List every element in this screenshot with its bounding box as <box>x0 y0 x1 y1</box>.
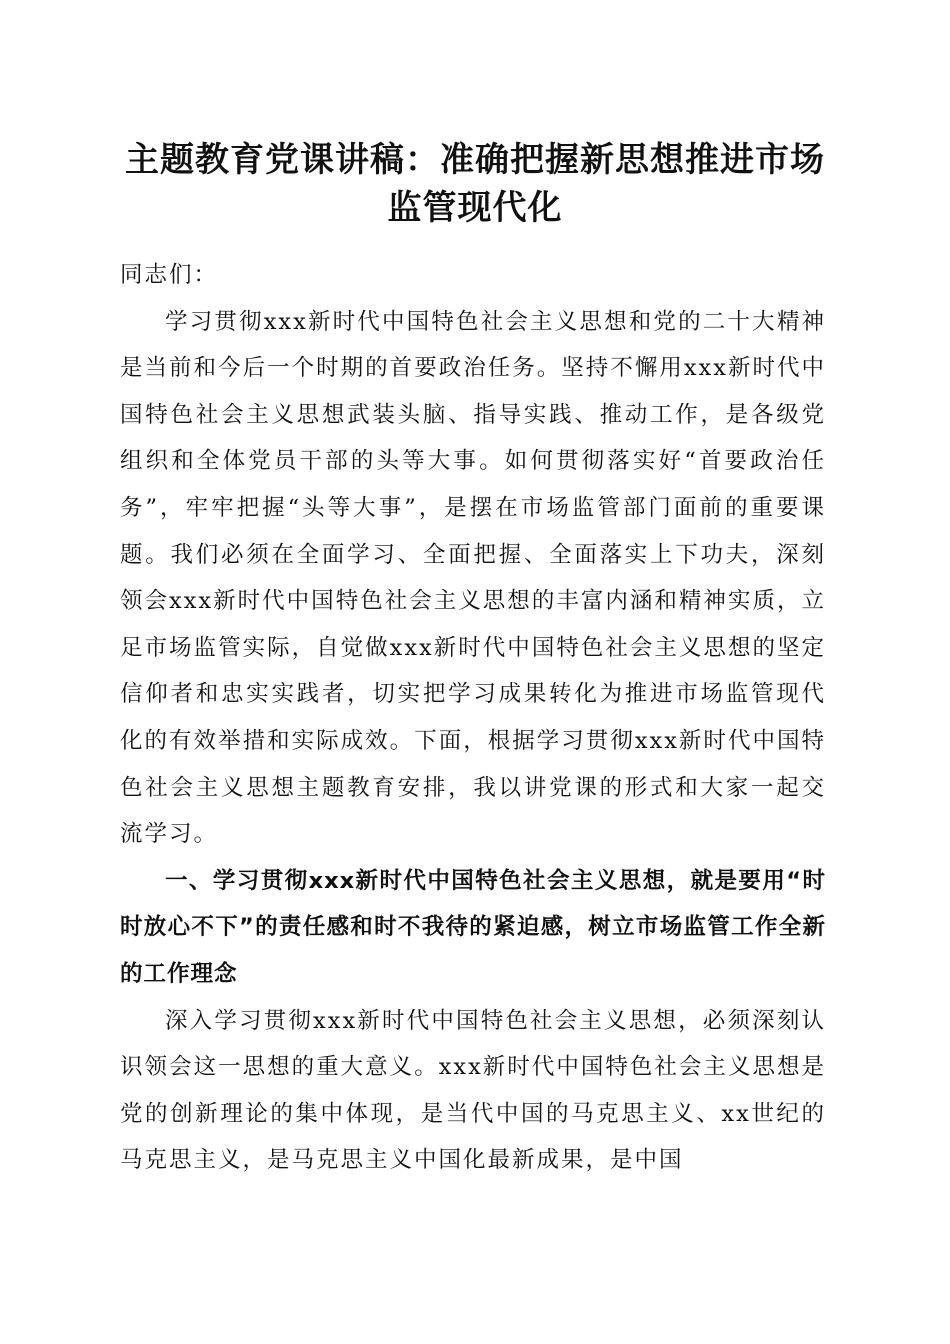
document-body <box>120 252 826 1184</box>
section-1-paragraph: 深入学习贯彻xxx新时代中国特色社会主义思想，必须深刻认识领会这一思想的重大意义。xxx新时代中国特色社会主义思想是党的创新理论的集中体现，是当代中国的马克思主义、xx世纪的马克思主义，是马克思主义中国化最新成果，是中国 <box>120 1007 826 1174</box>
title-line-2: 监管现代化 <box>387 188 563 228</box>
section-1-heading: 一、学习贯彻xxx新时代中国特色社会主义思想，就是要用“时时放心不下”的责任感和时不我待的紧迫感，树立市场监管工作全新的工作理念 <box>120 867 826 987</box>
document-title <box>100 136 850 232</box>
title-line-1: 主题教育党课讲稿：准确把握新思想推进市场 <box>125 140 825 180</box>
intro-paragraph: 学习贯彻xxx新时代中国特色社会主义思想和党的二十大精神是当前和今后一个时期的首要政治任务。坚持不懈用xxx新时代中国特色社会主义思想武装头脑、指导实践、推动工作，是各级党组织和全体党员干部的头等大事。如何贯彻落实好“首要政治任务”，牢牢把握“头等大事”，是摆在市场监管部门面前的重要课题。我们必须在全面学习、全面把握、全面落实上下功夫，深刻领会xxx新时代中国特色社会主义思想的丰富内涵和精神实质，立足市场监管实际，自觉做xxx新时代中国特色社会主义思想的坚定信仰者和忠实实践者，切实把学习成果转化为推进市场监管现代化的有效举措和实际成效。下面，根据学习贯彻xxx新时代中国特色社会主义思想主题教育安排，我以讲党课的形式和大家一起交流学习。 <box>120 308 826 848</box>
salutation: 同志们： <box>120 262 219 288</box>
